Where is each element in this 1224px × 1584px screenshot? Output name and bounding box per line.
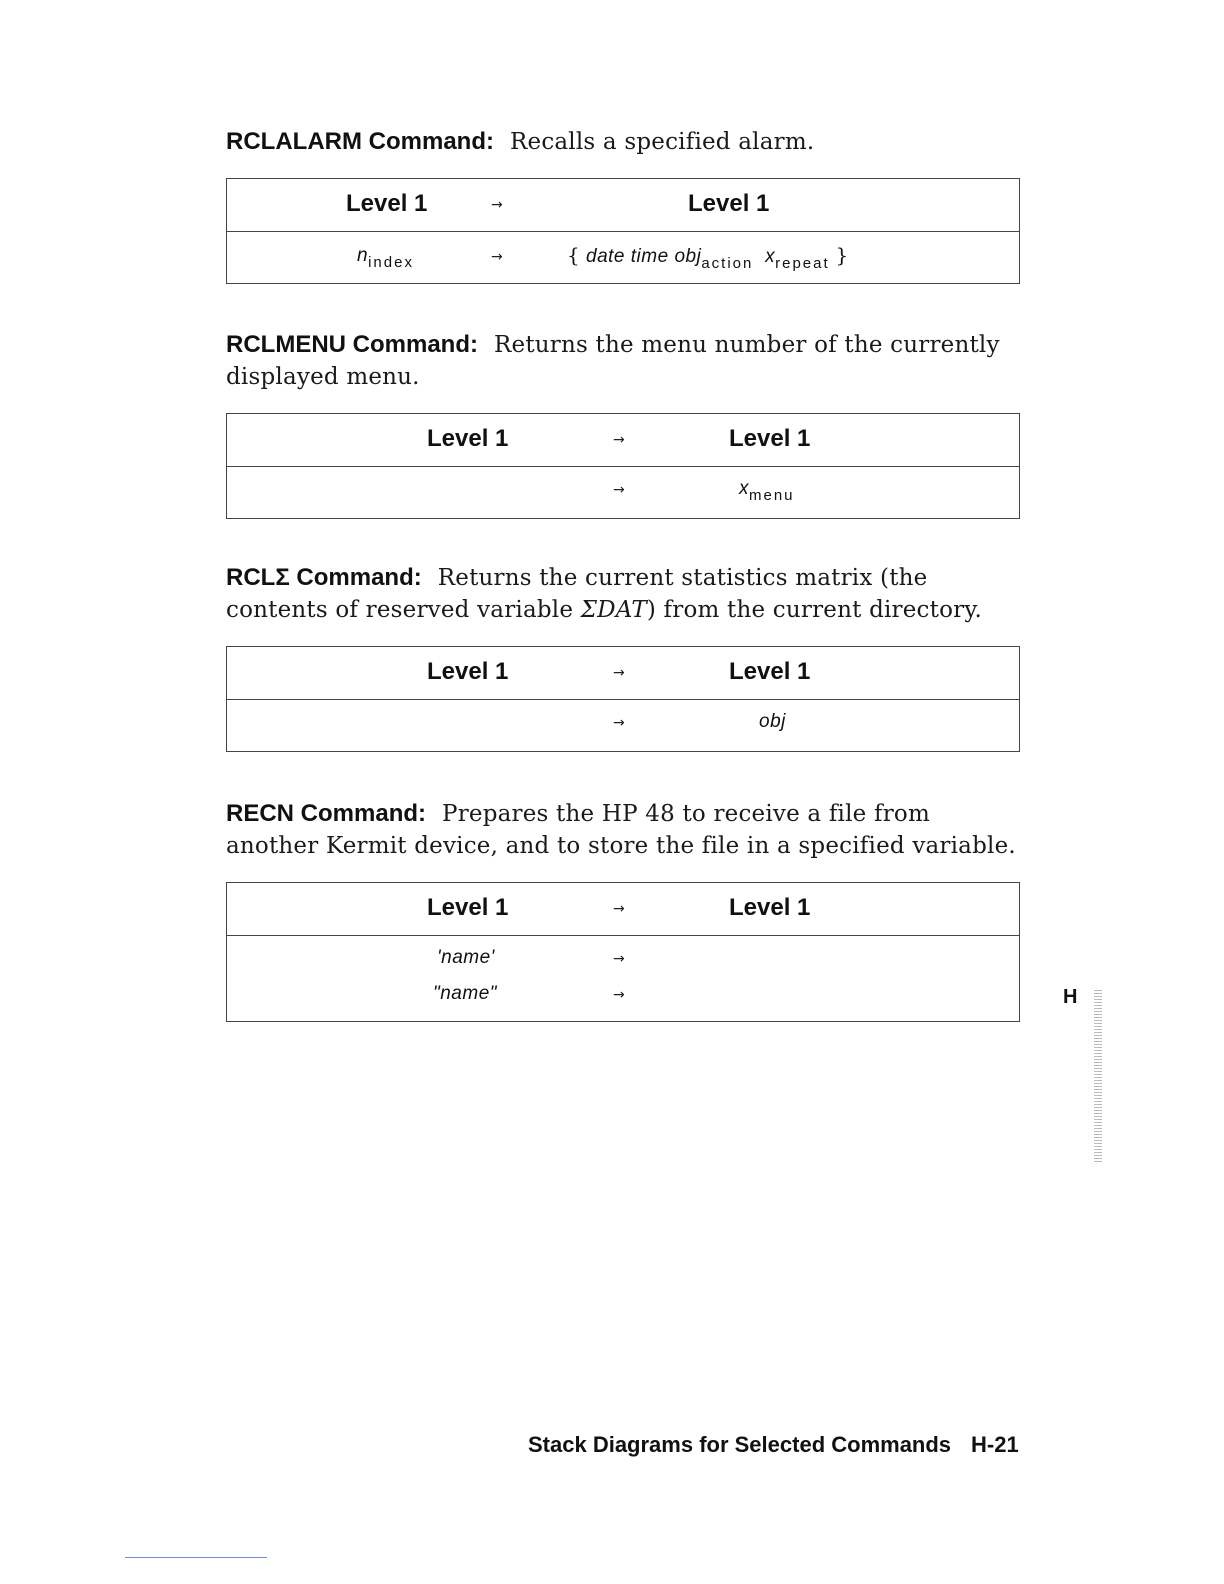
recn-header-arrow: → <box>613 901 625 917</box>
scan-edge-rule <box>125 1557 267 1558</box>
rclmenu-row-arrow: → <box>613 482 625 498</box>
rclsigma-description-variable: ΣDAT <box>580 597 647 623</box>
rclsigma-description-post: ) from the current directory. <box>646 597 982 623</box>
rclsigma-heading <box>226 562 1020 626</box>
rclalarm-row-output: { date time obj$_{action}$ $x_{repeat}$ } <box>567 243 849 272</box>
footer-page-number: H-21 <box>971 1432 1019 1457</box>
rclmenu-row-output: $x_{menu}$ <box>739 478 795 504</box>
rclmenu-header-arrow: → <box>613 432 625 448</box>
section-recn <box>226 798 1020 1022</box>
rclalarm-description: Recalls a specified alarm. <box>509 129 815 155</box>
rclalarm-header-input-level: Level 1 <box>346 190 428 217</box>
rclalarm-header-output-level: Level 1 <box>688 190 770 217</box>
recn-row2-input: "name" <box>433 983 498 1004</box>
rclsigma-row-output: obj <box>759 711 786 732</box>
rclalarm-row-input: $n_{index}$ <box>357 245 414 271</box>
rclsigma-header-input-level: Level 1 <box>427 658 509 685</box>
rclmenu-header-input-level: Level 1 <box>427 425 509 452</box>
recn-heading <box>226 798 1020 862</box>
rclmenu-stack-diagram <box>226 413 1020 519</box>
rclsigma-stack-header <box>227 647 1019 700</box>
rclmenu-header-output-level: Level 1 <box>729 425 811 452</box>
section-rclmenu <box>226 329 1020 519</box>
recn-command-name: RECN Command: <box>226 800 427 827</box>
rclalarm-stack-diagram <box>226 178 1020 284</box>
rclalarm-header-arrow: → <box>491 197 503 213</box>
rclmenu-command-name: RCLMENU Command: <box>226 331 478 358</box>
recn-row1-arrow: → <box>613 951 625 967</box>
rclsigma-header-arrow: → <box>613 665 625 681</box>
rclsigma-command-name: RCLΣ Command: <box>226 564 422 591</box>
rclsigma-row-arrow: → <box>613 715 625 731</box>
recn-header-output-level: Level 1 <box>729 894 811 921</box>
recn-row2-arrow: → <box>613 987 625 1003</box>
rclalarm-heading <box>226 126 1020 158</box>
section-rclsigma <box>226 562 1020 752</box>
recn-stack-diagram <box>226 882 1020 1022</box>
rclalarm-row-arrow: → <box>491 249 503 265</box>
recn-stack-header <box>227 883 1019 936</box>
page-footer <box>528 1432 1019 1458</box>
thumb-tab-bar <box>1094 990 1102 1162</box>
rclsigma-header-output-level: Level 1 <box>729 658 811 685</box>
recn-row1-input: 'name' <box>437 947 495 968</box>
section-rclalarm <box>226 126 1020 284</box>
appendix-thumb-tab: H <box>1063 986 1078 1008</box>
recn-header-input-level: Level 1 <box>427 894 509 921</box>
rclsigma-stack-diagram <box>226 646 1020 752</box>
recn-description: Prepares the HP 48 to receive a file from another Kermit device, and to store the file in a specified variable. <box>226 801 1016 859</box>
footer-title: Stack Diagrams for Selected Commands <box>528 1432 952 1457</box>
rclalarm-stack-header <box>227 179 1019 232</box>
rclmenu-stack-header <box>227 414 1019 467</box>
rclmenu-description: Returns the menu number of the currently displayed menu. <box>226 332 1000 390</box>
rclsigma-description-pre: Returns the current statistics matrix (the contents of reserved variable <box>226 565 928 623</box>
rclalarm-command-name: RCLALARM Command: <box>226 128 494 155</box>
rclmenu-heading <box>226 329 1020 393</box>
